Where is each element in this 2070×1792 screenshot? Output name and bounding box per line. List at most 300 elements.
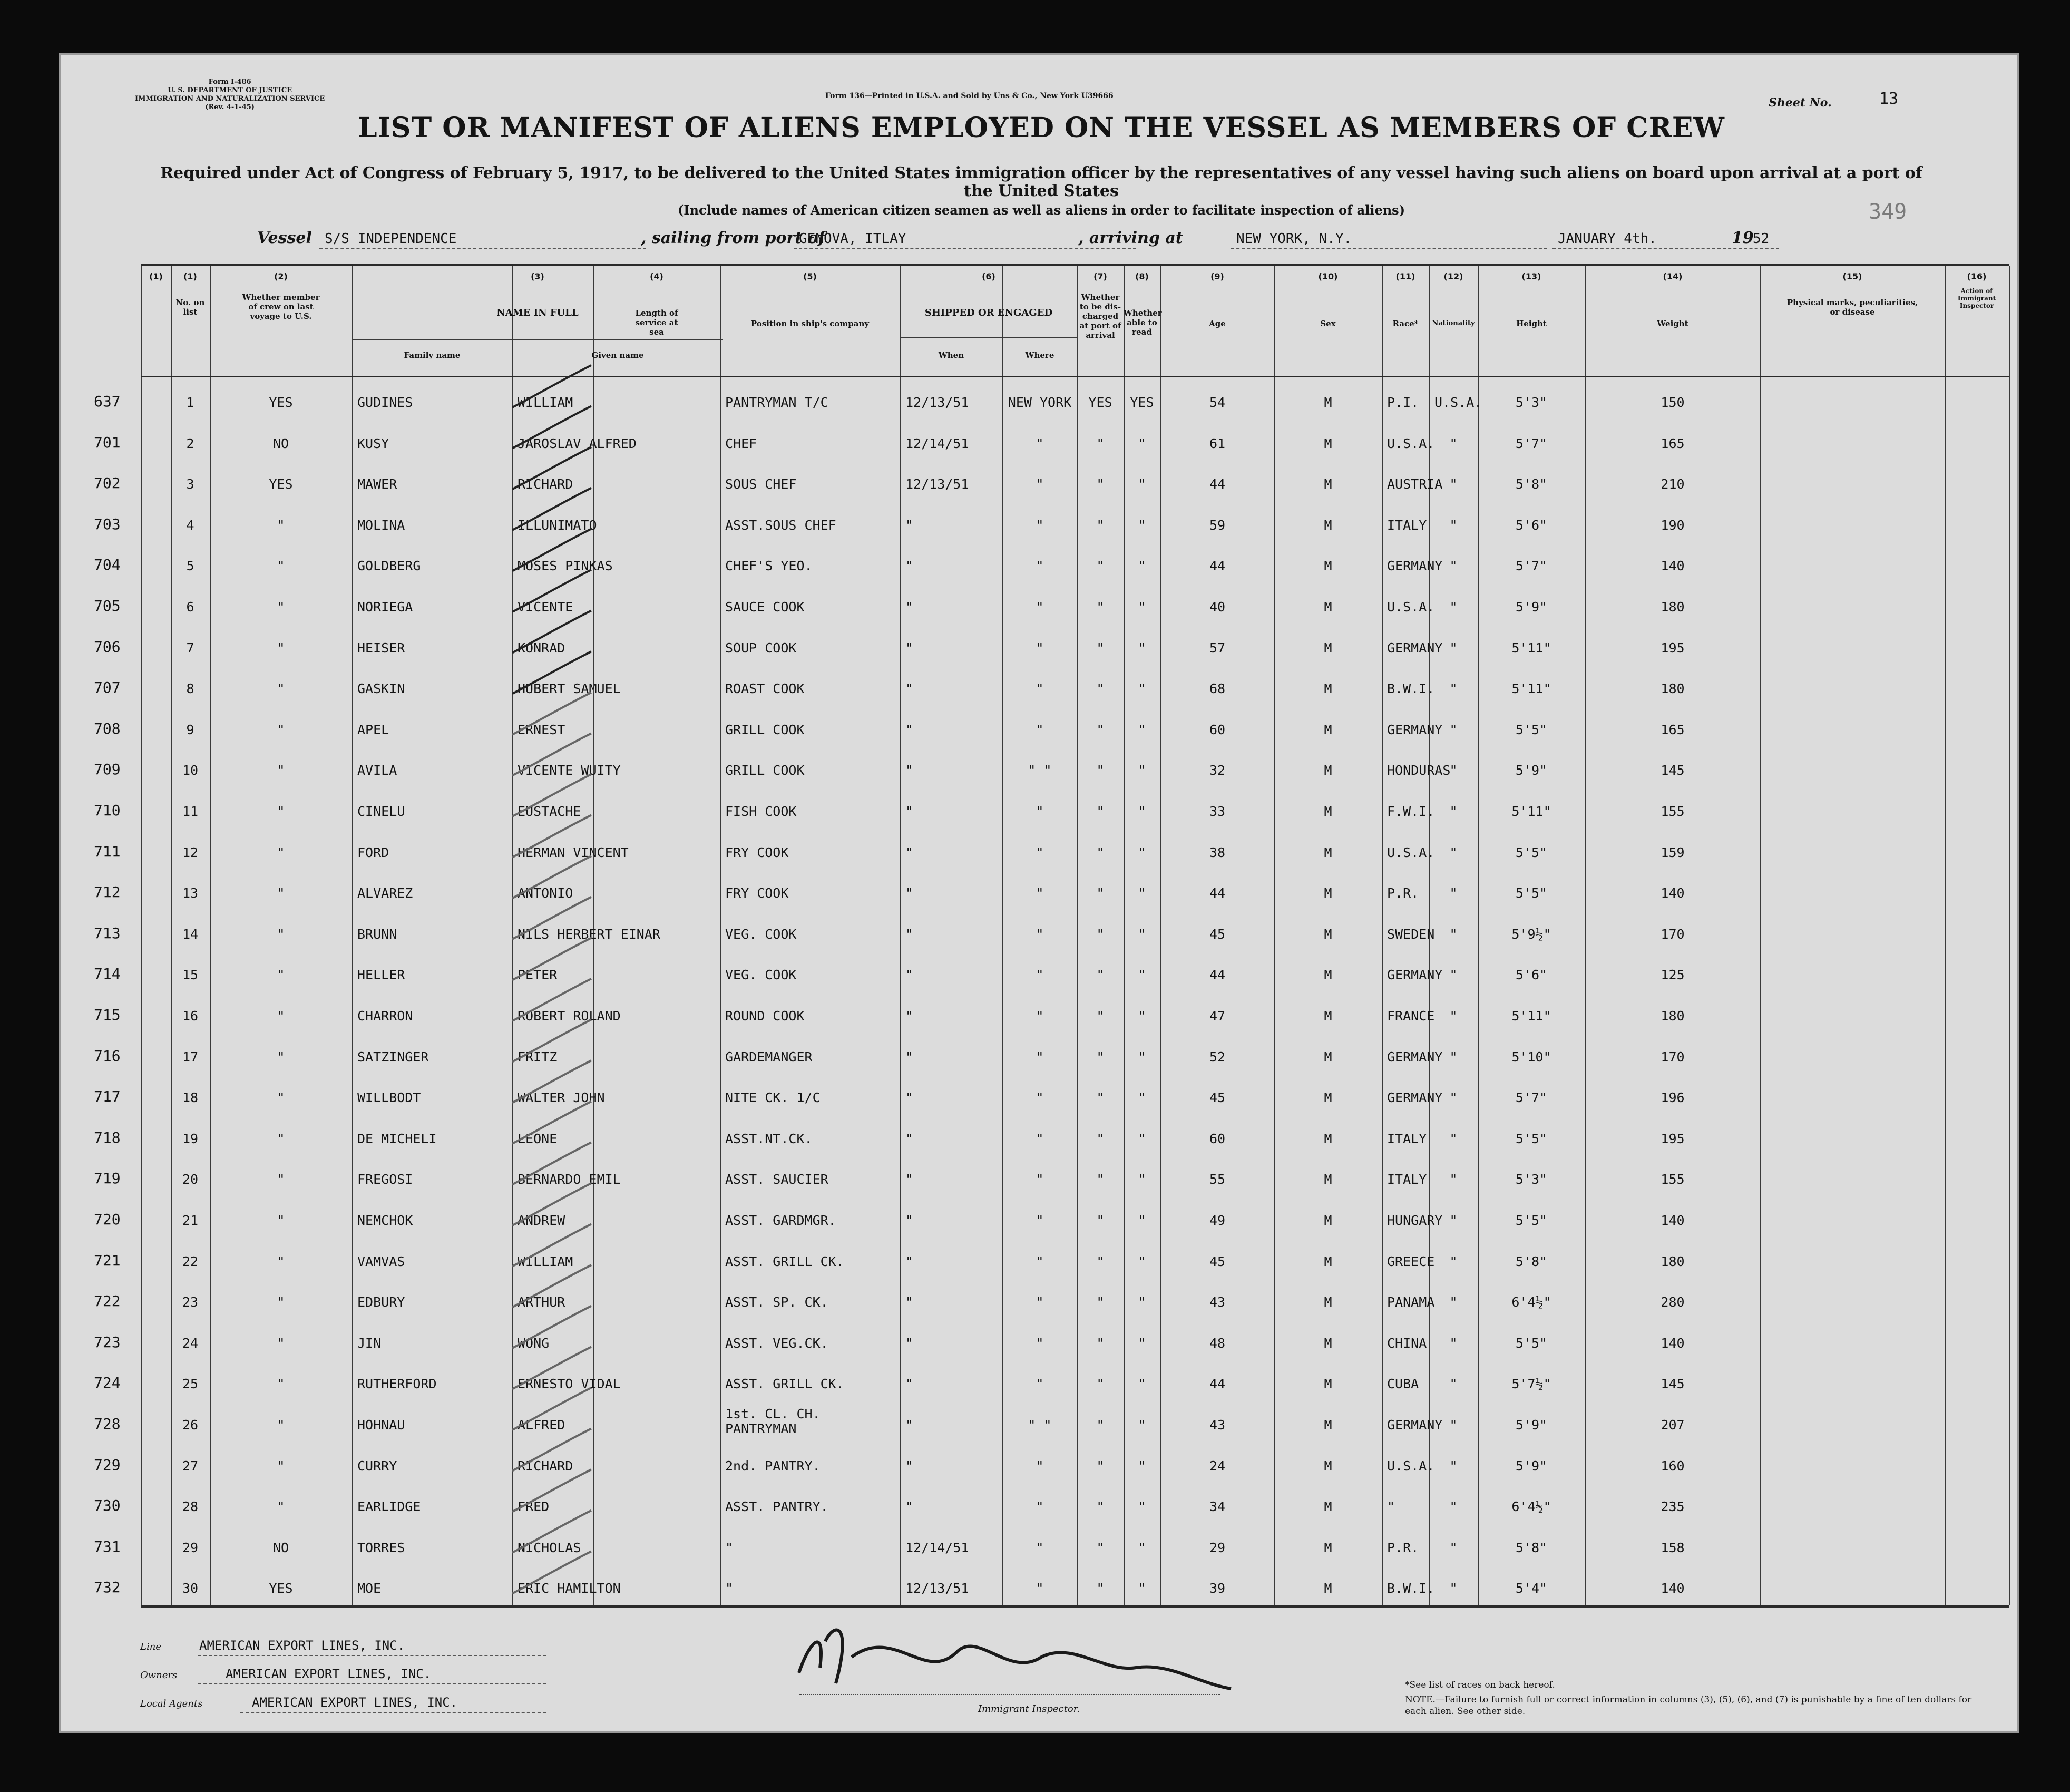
cell-where: " [1036,1090,1044,1106]
table-row [94,1118,2009,1157]
cell-last: " [277,1253,285,1269]
owners-label: Owners [140,1670,178,1681]
header-name-in-full: NAME IN FULL [496,307,579,318]
service-mark [512,488,591,530]
cell-when: " [905,804,914,819]
service-mark [512,1224,591,1267]
cell-age: 34 [1209,1499,1226,1515]
races-note: *See list of races on back hereof. [1405,1680,1555,1690]
cell-no: 3 [186,476,194,492]
table-row [94,382,2009,421]
cell-disch: " [1096,1131,1105,1146]
service-mark [512,774,591,816]
cell-race: P.I. [1387,395,1419,410]
table-row [94,546,2009,585]
cell-age: 40 [1209,599,1226,615]
manifest-number: 701 [94,433,121,451]
table-row [94,1568,2009,1607]
cell-read: " [1138,1335,1146,1351]
cell-sex: M [1324,1458,1332,1474]
cell-given: MOSES PINKAS [518,558,613,574]
cell-sex: M [1324,1049,1332,1065]
cell-age: 44 [1209,885,1226,901]
cell-where: " [1036,1172,1044,1187]
cell-nat: " [1449,1049,1458,1065]
table-row [94,1405,2009,1444]
cell-given: JAROSLAV ALFRED [518,435,637,451]
cell-position: ASST. SP. CK. [725,1294,828,1310]
cell-nat: " [1449,1499,1458,1515]
cell-family: WILLBODT [357,1090,421,1106]
cell-age: 29 [1209,1540,1226,1555]
sailing-label: , sailing from port of [641,229,825,247]
cell-read: YES [1130,395,1154,410]
cell-when: " [905,599,914,615]
cell-race: P.R. [1387,1540,1419,1555]
cell-position: FISH COOK [725,804,797,819]
cell-height: 5'11" [1511,681,1551,697]
cell-last: " [277,885,285,901]
cell-sex: M [1324,1131,1332,1146]
cell-weight: 155 [1661,1172,1685,1187]
header-action-inspector: Action of Immigrant Inspector [1957,287,1996,309]
cell-sex: M [1324,1417,1332,1433]
cell-family: CINELU [357,804,405,819]
cell-where: " [1036,435,1044,451]
cell-nat: " [1449,1540,1458,1555]
cell-where: " [1036,804,1044,819]
cell-last: " [277,1131,285,1146]
cell-position: SOUP COOK [725,640,797,656]
col-num-4: (4) [650,271,663,281]
cell-given: ERNESTO VIDAL [518,1376,621,1392]
cell-nat: " [1449,1335,1458,1351]
cell-age: 44 [1209,476,1226,492]
manifest-number: 722 [94,1292,121,1310]
manifest-number: 702 [94,474,121,492]
line-value: AMERICAN EXPORT LINES, INC. [199,1638,405,1653]
cell-no: 22 [182,1253,199,1269]
cell-age: 57 [1209,640,1226,656]
cell-family: EARLIDGE [357,1499,421,1515]
cell-race: B.W.I. [1387,1581,1435,1596]
cell-age: 59 [1209,517,1226,533]
cell-position: ASST. GRILL CK. [725,1253,844,1269]
cell-read: " [1138,1049,1146,1065]
cell-last: " [277,517,285,533]
cell-where: " [1036,1294,1044,1310]
cell-height: 5'5" [1515,1131,1548,1146]
cell-last: " [277,1335,285,1351]
cell-when: 12/14/51 [905,1540,969,1555]
cell-where: " [1036,1131,1044,1146]
cell-no: 5 [186,558,194,574]
cell-height: 5'5" [1515,844,1548,860]
cell-last: " [277,1213,285,1228]
cell-position: 1st. CL. CH. PANTRYMAN [725,1406,821,1436]
cell-height: 6'4½" [1511,1499,1551,1515]
cell-no: 9 [186,722,194,737]
cell-read: " [1138,435,1146,451]
cell-nat: " [1449,1008,1458,1024]
cell-disch: " [1096,1172,1105,1187]
cell-family: SATZINGER [357,1049,429,1065]
cell-given: WALTER JOHN [518,1090,605,1106]
cell-where: " " [1028,1417,1052,1433]
cell-last: " [277,1417,285,1433]
cell-when: " [905,926,914,942]
cell-nat: " [1449,763,1458,778]
cell-nat: " [1449,1581,1458,1596]
cell-when: " [905,1335,914,1351]
cell-nat: " [1449,476,1458,492]
cell-given: PETER [518,967,558,983]
cell-given: NICHOLAS [518,1540,581,1555]
cell-nat: " [1449,517,1458,533]
cell-given: ANTONIO [518,885,573,901]
cell-disch: " [1096,681,1105,697]
cell-weight: 158 [1661,1540,1685,1555]
cell-disch: " [1096,967,1105,983]
cell-read: " [1138,1172,1146,1187]
cell-read: " [1138,1499,1146,1515]
cell-family: MOE [357,1581,382,1596]
service-length-marks [512,376,593,1605]
cell-nat: " [1449,1172,1458,1187]
cell-weight: 170 [1661,926,1685,942]
cell-disch: " [1096,1540,1105,1555]
cell-height: 5'4" [1515,1581,1548,1596]
service-mark [512,1469,591,1512]
cell-race: F.W.I. [1387,804,1435,819]
manifest-number: 716 [94,1047,121,1065]
service-mark [512,1551,591,1593]
cell-read: " [1138,1458,1146,1474]
cell-nat: " [1449,1213,1458,1228]
cell-last: YES [269,1581,293,1596]
cell-family: HEISER [357,640,405,656]
cell-race: B.W.I. [1387,681,1435,697]
cell-when: " [905,967,914,983]
cell-weight: 140 [1661,885,1685,901]
cell-read: " [1138,1090,1146,1106]
cell-where: " [1036,681,1044,697]
cell-when: " [905,722,914,737]
table-row [94,628,2009,667]
arrival-date: JANUARY 4th. [1558,231,1657,247]
cell-sex: M [1324,844,1332,860]
col-num-8: (8) [1135,271,1149,281]
cell-last: YES [269,395,293,410]
cell-weight: 140 [1661,558,1685,574]
cell-nat: U.S.A. [1434,395,1482,410]
cell-no: 27 [182,1458,199,1474]
cell-when: " [905,640,914,656]
cell-height: 5'8" [1515,1253,1548,1269]
cell-read: " [1138,722,1146,737]
service-mark [512,1347,591,1389]
cell-race: HONDURAS [1387,763,1451,778]
table-row [94,791,2009,830]
cell-age: 44 [1209,1376,1226,1392]
cell-nat: " [1449,1131,1458,1146]
cell-nat: " [1449,1376,1458,1392]
cell-last: YES [269,476,293,492]
cell-last: " [277,681,285,697]
cell-last: " [277,558,285,574]
service-mark [512,1183,591,1225]
cell-last: " [277,1376,285,1392]
cell-last: " [277,763,285,778]
line-label: Line [140,1641,161,1652]
cell-where: " [1036,1581,1044,1596]
cell-disch: " [1096,599,1105,615]
vessel-label: Vessel [257,229,312,247]
cell-age: 60 [1209,722,1226,737]
cell-height: 5'6" [1515,967,1548,983]
service-mark [512,815,591,858]
cell-family: TORRES [357,1540,405,1555]
cell-weight: 160 [1661,1458,1685,1474]
cell-weight: 165 [1661,435,1685,451]
cell-nat: " [1449,640,1458,656]
cell-height: 5'10" [1511,1049,1551,1065]
cell-height: 5'7½" [1511,1376,1551,1392]
cell-read: " [1138,599,1146,615]
cell-disch: " [1096,1008,1105,1024]
cell-when: " [905,1499,914,1515]
cell-when: " [905,517,914,533]
cell-height: 5'8" [1515,476,1548,492]
cell-race: P.R. [1387,885,1419,901]
cell-family: FREGOSI [357,1172,413,1187]
cell-when: " [905,1458,914,1474]
col-num-9: (9) [1210,271,1224,281]
cell-position: ASST. GRILL CK. [725,1376,844,1392]
service-mark [512,856,591,898]
cell-age: 39 [1209,1581,1226,1596]
cell-last: " [277,1458,285,1474]
table-row [94,1037,2009,1076]
cell-weight: 280 [1661,1294,1685,1310]
cell-nat: " [1449,1458,1458,1474]
fine-note: NOTE.—Failure to furnish full or correct information in columns (3), (5), (6), and (7) is punishable by a fine of ten dollars for each alien. See other side. [1405,1694,1972,1717]
cell-position: GRILL COOK [725,722,805,737]
cell-family: APEL [357,722,389,737]
cell-where: " [1036,967,1044,983]
cell-disch: " [1096,1335,1105,1351]
cell-given: RICHARD [518,476,573,492]
manifest-number: 705 [94,597,121,615]
service-mark [512,611,591,653]
cell-position: ASST. SAUCIER [725,1172,828,1187]
cell-last: " [277,1499,285,1515]
cell-nat: " [1449,558,1458,574]
cell-race: PANAMA [1387,1294,1435,1310]
cell-no: 24 [182,1335,199,1351]
cell-sex: M [1324,926,1332,942]
col-num-12: (12) [1443,271,1463,281]
cell-disch: " [1096,804,1105,819]
cell-given: WONG [518,1335,550,1351]
table-row [94,1077,2009,1116]
manifest-number: 637 [94,393,121,410]
cell-family: HOHNAU [357,1417,405,1433]
cell-position: " [725,1540,734,1555]
cell-read: " [1138,1540,1146,1555]
manifest-number: 723 [94,1333,121,1351]
cell-sex: M [1324,395,1332,410]
cell-age: 48 [1209,1335,1226,1351]
arriving-label: , arriving at [1078,229,1183,247]
cell-race: SWEDEN [1387,926,1435,942]
cell-disch: " [1096,722,1105,737]
col-num-15: (15) [1842,271,1862,281]
table-row [94,1241,2009,1280]
cell-read: " [1138,1253,1146,1269]
cell-height: 5'8" [1515,1540,1548,1555]
cell-disch: " [1096,1049,1105,1065]
cell-weight: 140 [1661,1335,1685,1351]
cell-disch: " [1096,640,1105,656]
cell-age: 43 [1209,1294,1226,1310]
manifest-number: 732 [94,1579,121,1596]
header-position: Position in ship's company [750,319,870,328]
cell-given: HERMAN VINCENT [518,844,629,860]
cell-sex: M [1324,640,1332,656]
cell-read: " [1138,517,1146,533]
cell-nat: " [1449,681,1458,697]
header-shipped: SHIPPED OR ENGAGED [924,307,1053,318]
cell-height: 5'9" [1515,1417,1548,1433]
service-mark [512,447,591,489]
cell-nat: " [1449,967,1458,983]
table-row [94,505,2009,544]
cell-read: " [1138,885,1146,901]
cell-given: FRED [518,1499,550,1515]
cell-age: 49 [1209,1213,1226,1228]
cell-read: " [1138,844,1146,860]
cell-sex: M [1324,722,1332,737]
inspector-label: Immigrant Inspector. [978,1703,1080,1715]
cell-disch: " [1096,476,1105,492]
cell-age: 45 [1209,1090,1226,1106]
cell-sex: M [1324,1294,1332,1310]
manifest-number: 709 [94,761,121,778]
cell-height: 5'3" [1515,395,1548,410]
cell-age: 55 [1209,1172,1226,1187]
cell-given: ERNEST [518,722,565,737]
header-discharged: Whether to be dis-charged at port of arrival [1079,293,1121,340]
cell-sex: M [1324,1376,1332,1392]
cell-when: " [905,1213,914,1228]
table-row [94,587,2009,626]
table-row [94,464,2009,503]
cell-age: 33 [1209,804,1226,819]
header-age: Age [1209,319,1226,328]
cell-position: FRY COOK [725,885,789,901]
cell-position: SOUS CHEF [725,476,797,492]
service-mark [512,938,591,980]
cell-weight: 235 [1661,1499,1685,1515]
cell-position: FRY COOK [725,844,789,860]
cell-age: 32 [1209,763,1226,778]
arriving-port: NEW YORK, N.Y. [1236,231,1352,247]
table-row [94,1527,2009,1566]
manifest-number: 706 [94,638,121,656]
cell-weight: 150 [1661,395,1685,410]
form-identifier [135,78,325,112]
cell-disch: " [1096,517,1105,533]
cell-race: " [1387,1499,1395,1515]
col-num-1b: (1) [183,271,197,281]
col-num-14: (14) [1663,271,1683,281]
cell-family: DE MICHELI [357,1131,437,1146]
cell-weight: 140 [1661,1213,1685,1228]
cell-when: " [905,1253,914,1269]
cell-position: ASST.NT.CK. [725,1131,813,1146]
service-mark [512,1102,591,1144]
header-race: Race* [1392,319,1419,328]
cell-race: GERMANY [1387,640,1443,656]
table-row [94,955,2009,994]
cell-position: NITE CK. 1/C [725,1090,821,1106]
cell-family: GASKIN [357,681,405,697]
cell-age: 52 [1209,1049,1226,1065]
cell-disch: " [1096,885,1105,901]
cell-height: 5'5" [1515,1213,1548,1228]
cell-where: " [1036,1499,1044,1515]
cell-last: " [277,1294,285,1310]
cell-where: " " [1028,763,1052,778]
cell-sex: M [1324,1008,1332,1024]
cell-family: GOLDBERG [357,558,421,574]
table-row [94,1282,2009,1321]
cell-when: " [905,1172,914,1187]
manifest-number: 719 [94,1170,121,1187]
cell-sex: M [1324,1172,1332,1187]
cell-family: AVILA [357,763,397,778]
cell-race: U.S.A. [1387,844,1435,860]
cell-last: " [277,926,285,942]
cell-when: " [905,763,914,778]
cell-disch: " [1096,1253,1105,1269]
cell-where: " [1036,599,1044,615]
cell-nat: " [1449,926,1458,942]
service-mark [512,1142,591,1184]
sheet-number-label: Sheet No. [1769,96,1832,110]
header-no-on-list: No. on list [175,298,205,317]
manifest-number: 721 [94,1251,121,1269]
cell-read: " [1138,1008,1146,1024]
cell-height: 5'9½" [1511,926,1551,942]
cell-given: ERIC HAMILTON [518,1581,621,1596]
cell-last: " [277,1008,285,1024]
service-mark [512,1388,591,1430]
service-mark [512,733,591,775]
cell-nat: " [1449,1417,1458,1433]
cell-where: " [1036,1540,1044,1555]
subtitle-note: (Include names of American citizen seamen as well as aliens in order to facilitate inspection of aliens) [677,202,1405,218]
cell-height: 5'5" [1515,885,1548,901]
cell-weight: 140 [1661,1581,1685,1596]
cell-last: NO [272,435,289,451]
year-prefix: 19 [1732,229,1754,247]
cell-where: NEW YORK [1008,395,1072,410]
cell-no: 1 [186,395,194,410]
revision: (Rev. 4-1-45) [205,103,255,111]
col-num-16: (16) [1967,271,1987,281]
